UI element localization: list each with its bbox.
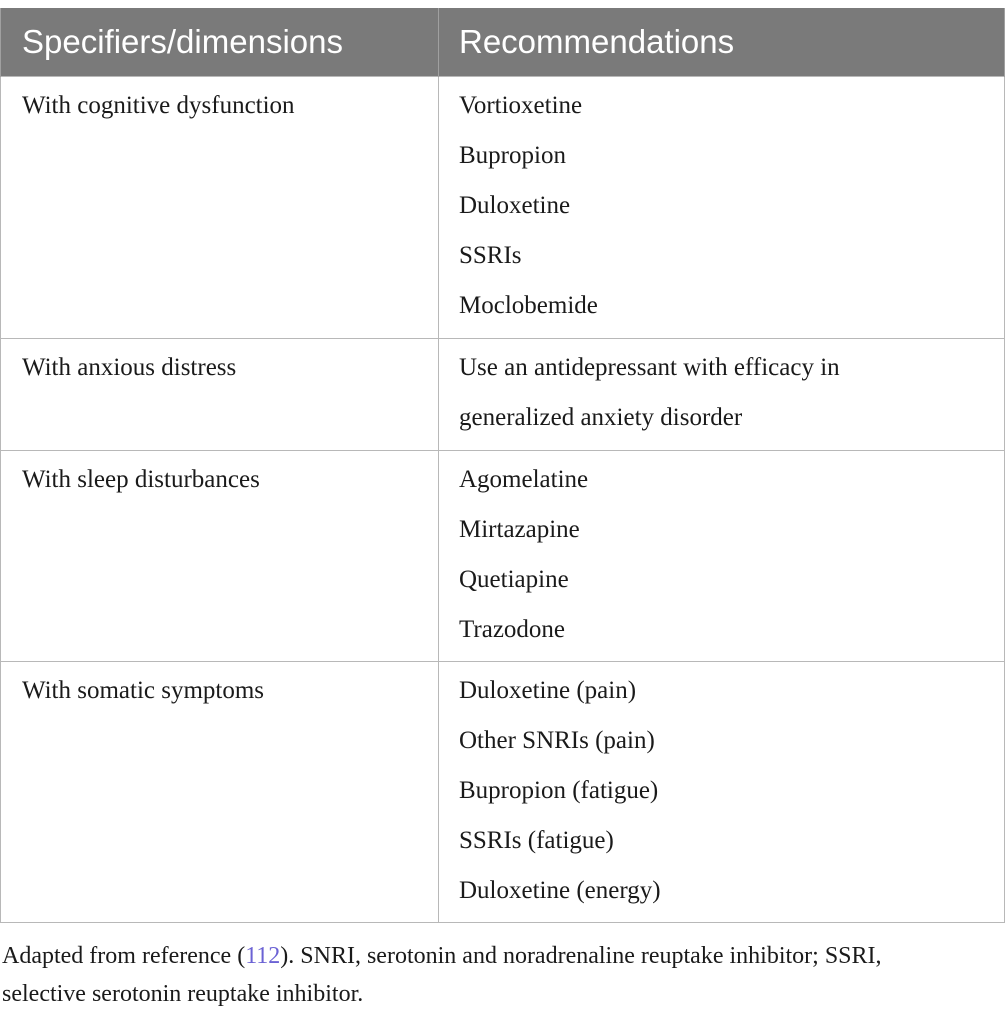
specifier-cell <box>1 338 439 450</box>
table-row <box>1 450 1005 661</box>
reference-link[interactable]: 112 <box>245 943 281 969</box>
recommendations-table-container <box>0 8 1004 923</box>
recommendation-item: Agomelatine <box>459 465 589 493</box>
specifier-cell <box>1 450 439 661</box>
header-recommendations: Recommendations <box>439 8 1005 76</box>
recommendation-item: Duloxetine <box>459 191 571 219</box>
recommendation-item: Use an antidepressant with efficacy in <box>459 353 840 381</box>
recommendation-item: Moclobemide <box>459 291 598 319</box>
recommendations-cell <box>439 661 1005 922</box>
recommendation-item: Other SNRIs (pain) <box>459 726 655 754</box>
table-row <box>1 661 1005 922</box>
recommendation-item: Trazodone <box>459 615 566 643</box>
footnote-prefix: Adapted from reference ( <box>2 943 246 969</box>
specifier-text: With anxious distress <box>22 353 237 381</box>
table-row <box>1 76 1005 338</box>
recommendations-cell <box>439 338 1005 450</box>
specifier-text: With cognitive dysfunction <box>22 91 295 119</box>
footnote-line2: selective serotonin reuptake inhibitor. <box>2 981 364 1007</box>
recommendation-item: Duloxetine (pain) <box>459 676 637 704</box>
recommendation-item: Bupropion <box>459 141 566 169</box>
recommendations-cell <box>439 450 1005 661</box>
specifier-text: With somatic symptoms <box>22 676 265 704</box>
table-footnote <box>2 937 1002 1013</box>
header-specifiers: Specifiers/dimensions <box>1 8 439 76</box>
recommendation-item: Mirtazapine <box>459 515 580 543</box>
recommendation-item: Quetiapine <box>459 565 569 593</box>
recommendation-item: Bupropion (fatigue) <box>459 776 659 804</box>
recommendations-cell <box>439 76 1005 338</box>
footnote-suffix: ). SNRI, serotonin and noradrenaline reuptake inhibitor; SSRI, <box>280 943 882 969</box>
specifier-text: With sleep disturbances <box>22 465 260 493</box>
table-row <box>1 338 1005 450</box>
recommendation-item: generalized anxiety disorder <box>459 403 743 431</box>
specifier-cell <box>1 76 439 338</box>
table-header-row <box>1 8 1005 76</box>
recommendation-item: Vortioxetine <box>459 91 583 119</box>
specifier-cell <box>1 661 439 922</box>
recommendation-item: SSRIs <box>459 241 522 269</box>
recommendation-item: Duloxetine (energy) <box>459 876 661 904</box>
recommendations-table <box>0 8 1005 923</box>
recommendation-item: SSRIs (fatigue) <box>459 826 614 854</box>
